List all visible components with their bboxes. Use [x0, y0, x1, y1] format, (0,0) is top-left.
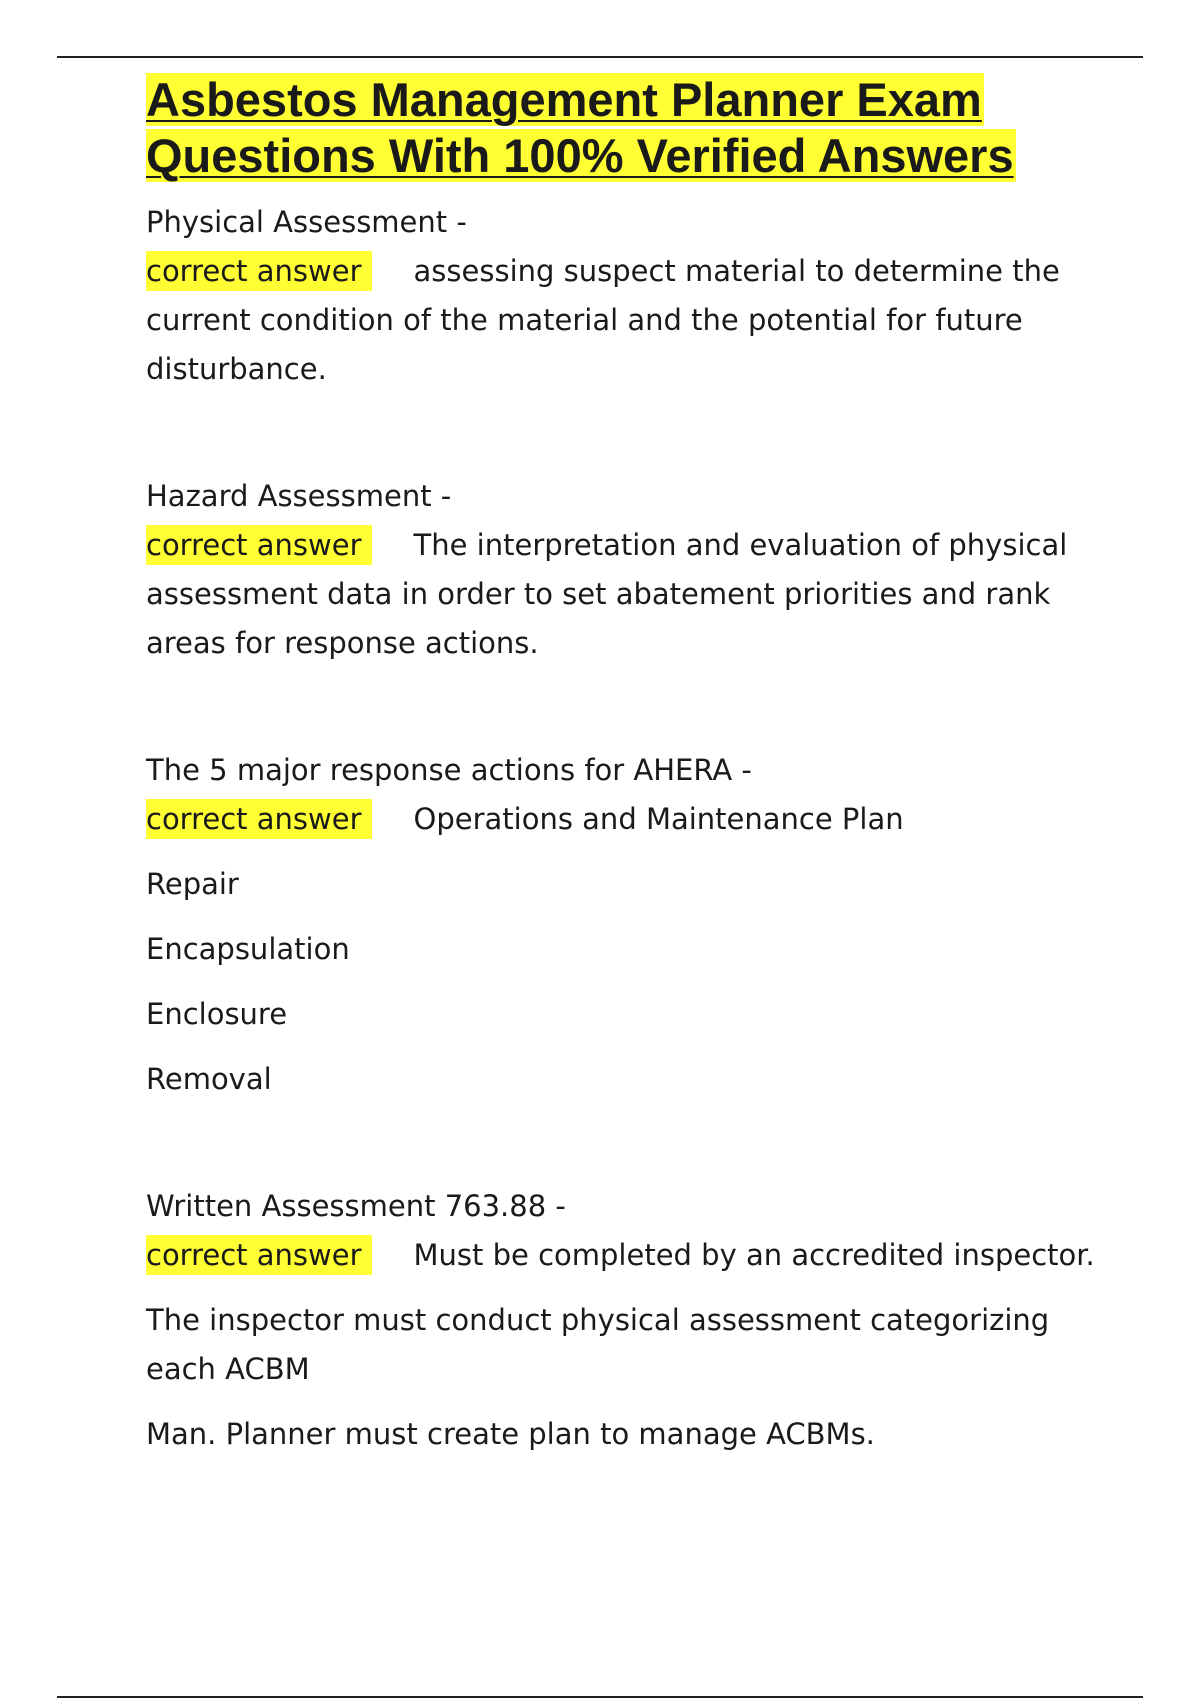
- question-text: Written Assessment 763.88 -: [146, 1189, 566, 1223]
- question-text: The 5 major response actions for AHERA -: [146, 753, 752, 787]
- answer-list-item: Encapsulation: [146, 932, 350, 966]
- page-top-rule: [57, 56, 1143, 58]
- answer-list-item: Removal: [146, 1062, 272, 1096]
- qa-item: [146, 198, 1106, 394]
- document-title: [146, 72, 1106, 184]
- qa-item: [146, 1182, 1106, 1459]
- page-bottom-rule: [57, 1696, 1143, 1698]
- answer-text: Operations and Maintenance Plan: [413, 802, 904, 836]
- question-text: Hazard Assessment -: [146, 479, 452, 513]
- question-text: Physical Assessment -: [146, 205, 467, 239]
- answer-list-item: Enclosure: [146, 997, 288, 1031]
- correct-answer-tag: correct answer: [146, 799, 372, 839]
- document-title-text: Asbestos Management Planner Exam Questions With 100% Verified Answers: [146, 73, 1014, 182]
- answer-list-item: Repair: [146, 867, 239, 901]
- answer-text: Must be completed by an accredited inspector.: [413, 1238, 1095, 1272]
- correct-answer-tag: correct answer: [146, 525, 372, 565]
- qa-item: [146, 472, 1106, 668]
- answer-paragraph: Man. Planner must create plan to manage ACBMs.: [146, 1417, 875, 1451]
- answer-line: [146, 247, 1106, 394]
- correct-answer-tag: correct answer: [146, 1235, 372, 1275]
- answer-paragraph: The inspector must conduct physical assessment categorizing each ACBM: [146, 1303, 1050, 1386]
- answer-line: [146, 795, 1106, 844]
- answer-text: assessing suspect material to determine the current condition of the material and the potential for future disturbance.: [146, 254, 1060, 386]
- answer-line: [146, 1231, 1106, 1280]
- document-body: [146, 72, 1106, 1459]
- answer-line: [146, 521, 1106, 668]
- correct-answer-tag: correct answer: [146, 251, 372, 291]
- qa-item: [146, 746, 1106, 1104]
- answer-text: The interpretation and evaluation of physical assessment data in order to set abatement priorities and rank areas for response actions.: [146, 528, 1068, 660]
